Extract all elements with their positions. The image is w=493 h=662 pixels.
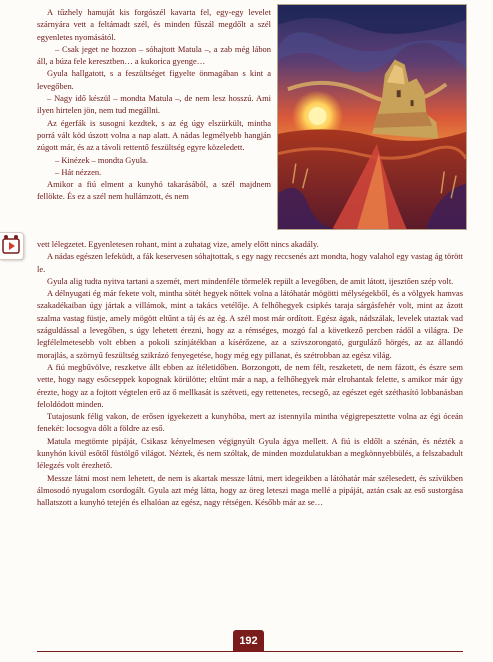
media-player-icon-graphic (0, 233, 22, 259)
paragraph: A fiú megbűvölve, reszketve állt ebben az ítéletidőben. Borzongott, de nem félt, reszketett, de nem fázott, és észre sem vette, hogy nagy esőcseppek kopognak körülötte; eltűnt már a nap, a felhőhegyek már elrohantak felette, s amikor már úgy érezte, hogy az a fojtott végtelen erő az ő mellkasát is szétveti, egy rettenetes, recsegő, az egészet egét széthasító lobbanásban feloldódott minden. (37, 361, 463, 409)
media-player-icon[interactable] (0, 232, 24, 260)
painting-artwork (278, 5, 466, 229)
paragraph: – Nagy idő készül – mondta Matula –, de nem lesz hosszú. Ami ilyen hirtelen jön, nem tud megállni. (37, 93, 271, 116)
paragraph: Gyula hallgatott, s a feszültséget figyelte önmagában s kint a levegőben. (37, 68, 271, 91)
storm-painting-illustration (277, 4, 467, 230)
paragraph: Matula megtömte pipáját, Csikasz kényelmesen végignyúlt Gyula ágya mellett. A fiú is eldőlt a szénán, és nézték a kunyhón kívül esőtől füstölgő világot. Néztek, és nem szóltak, de minden mozdulatukban a megkönnyebbülés, a felszabadult lélegzés volt érezhető. (37, 435, 463, 471)
paragraph: Amikor a fiú elment a kunyhó takarásából, a szél majdnem fellökte. És ez a szél nem hullámzott, és nem (37, 179, 271, 202)
paragraph: vett lélegzetet. Egyenletesen rohant, mint a zuhatag vize, amely előtt nincs akadály. (37, 239, 319, 249)
paragraph: – Hát nézzen. (55, 166, 102, 177)
paragraph: Tutajosunk félig vakon, de erősen igyekezett a kunyhóba, mert az istennyila mintha végigrepesztette volna az égi óceán fenekét: locsogva dőlt a földre az eső. (37, 411, 463, 434)
paragraph: – Kinézek – mondta Gyula. (55, 154, 149, 165)
bottom-text-column (37, 238, 463, 509)
paragraph: A tűzhely hamuját kis forgószél kavarta fel, egy-egy levelet szárnyára vett a feltámadt szél, és minden fűszál megdőlt a szél egyenletes nyomásától. (37, 7, 271, 42)
paragraph: Messze látni most nem lehetett, de nem is akartak messze látni, mert idegeikben a látóhatár már szélesedett, és szívükben álmosodó nyugalom csordogált. Gyula azt még látta, hogy az öreg leteszi maga mellé a pipáját, aztán csak az eső sustorgása hallatszott a kunyhó tetején és elhalóan az egész, nagy rétségen. Később már az se… (37, 472, 463, 508)
paragraph: A délnyugati ég már fekete volt, mintha sötét hegyek nőttek volna a látóhatár mögötti mélységekből, és a völgyek hamvas szakadékaiban úgy jártak a villámok, mint a takács vetélője. A felhőhegyek csipkés taraja sárgásfehér volt, mint az ázott szalma vastag füstje, amely mögött eltűnt a táj és az ég. A szél most már ordított. Egész ágak, nádszálak, levelek utaztak vad száguldással a levegőben, s úgy lehetett érezni, hogy az a rémséges, mozgó fal a következő percben rádől a világra. De legfélelmetesebb volt ebben a pokoli színjátékban a kísérőzene, az a szívszorongató, gurguláző hörgés, az az állandó morajlás, a szörnyű feszültség szikrázó fenyegetése, hogy még egy pillanat, és szétrobban az egész világ. (37, 288, 463, 360)
paragraph: A nádas egészen lefeküdt, a fák keservesen sóhajtottak, s egy nagy reccsenés azt mondta, hogy valahol egy vastag ág törött le. (37, 251, 463, 274)
paragraph: Gyula alig tudta nyitva tartani a szemét, mert mindenféle törmelék repült a levegőben, de amit látott, ijesztően szép volt. (47, 275, 454, 286)
paragraph: – Csak jeget ne hozzon – sóhajtott Matula –, a zab még lábon áll, a búza fele keresztben… a kukorica gyenge… (37, 43, 271, 67)
top-text-column (37, 6, 271, 203)
page-number: 192 (233, 630, 264, 652)
paragraph: Az égerfák is susogni kezdtek, s az ég úgy elszürkült, mintha porrá vált köd úszott volna a nap alatt. A nádas legmélyebb hangján zúgott már, és az a távoli rettentő feszültség egyre közeledett. (37, 117, 271, 153)
